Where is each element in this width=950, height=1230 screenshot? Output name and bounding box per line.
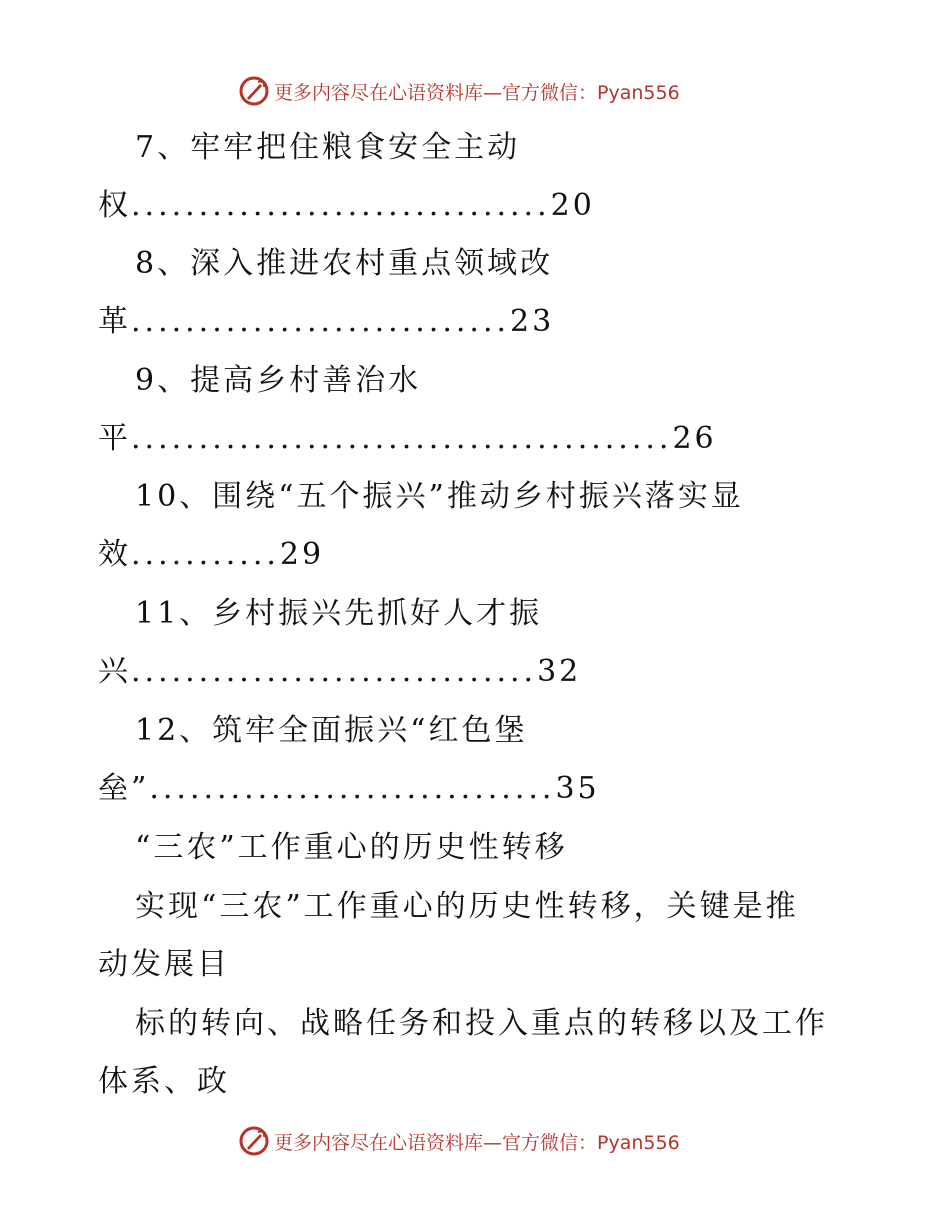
toc-page-number: 20	[550, 188, 595, 223]
toc-page-number: 23	[510, 304, 555, 339]
toc-page-number: 35	[555, 771, 600, 806]
toc-entry-12-title: 12、筑牢全面振兴“红色堡	[135, 713, 528, 748]
body-line: 动发展目	[98, 947, 230, 982]
toc-dots: ..............................	[149, 771, 556, 806]
body-line: 体系、政	[98, 1064, 230, 1099]
toc-entry-cont: 革	[98, 304, 131, 339]
toc-dots: ...............................	[131, 188, 551, 223]
feather-pen-seal-icon	[238, 75, 270, 107]
toc-dots: ...........	[131, 537, 280, 572]
toc-entry-9-title: 9、提高乡村善治水	[135, 363, 422, 398]
toc-page-number: 26	[672, 421, 717, 456]
toc-entry-9-leader	[98, 419, 717, 459]
toc-entry-cont: 兴	[98, 654, 131, 689]
toc-entry-12-leader	[98, 769, 600, 809]
toc-entry-cont: 垒”	[98, 771, 150, 806]
feather-pen-seal-icon	[238, 1125, 270, 1157]
toc-entry-7-leader	[98, 186, 595, 226]
toc-entry-cont: 效	[98, 537, 131, 572]
body-line: 标的转向、战略任务和投入重点的转移以及工作	[135, 1006, 828, 1041]
toc-entry-10-leader	[98, 535, 324, 575]
toc-entry-8-leader	[98, 302, 554, 342]
toc-entry-10-title: 10、围绕“五个振兴”推动乡村振兴落实显	[135, 479, 744, 514]
watermark-text: 更多内容尽在心语资料库—官方微信：Pyan556	[274, 1131, 680, 1154]
section-heading: “三农”工作重心的历史性转移	[135, 830, 568, 865]
toc-entry-11-leader	[98, 652, 581, 692]
toc-page-number: 32	[537, 654, 582, 689]
toc-entry-cont: 权	[98, 188, 131, 223]
toc-entry-7-title: 7、牢牢把住粮食安全主动	[135, 130, 521, 165]
toc-dots: ............................	[131, 304, 511, 339]
toc-entry-cont: 平	[98, 421, 131, 456]
watermark-text: 更多内容尽在心语资料库—官方微信：Pyan556	[274, 81, 680, 104]
watermark-bottom	[238, 1124, 680, 1158]
toc-entry-11-title: 11、乡村振兴先抓好人才振	[135, 596, 543, 631]
toc-dots: ........................................	[131, 421, 673, 456]
toc-entry-8-title: 8、深入推进农村重点领域改	[135, 246, 554, 281]
body-line: 实现“三农”工作重心的历史性转移，关键是推	[135, 889, 799, 924]
toc-page-number: 29	[279, 537, 325, 572]
toc-dots: ..............................	[131, 654, 538, 689]
watermark-top	[238, 74, 680, 108]
